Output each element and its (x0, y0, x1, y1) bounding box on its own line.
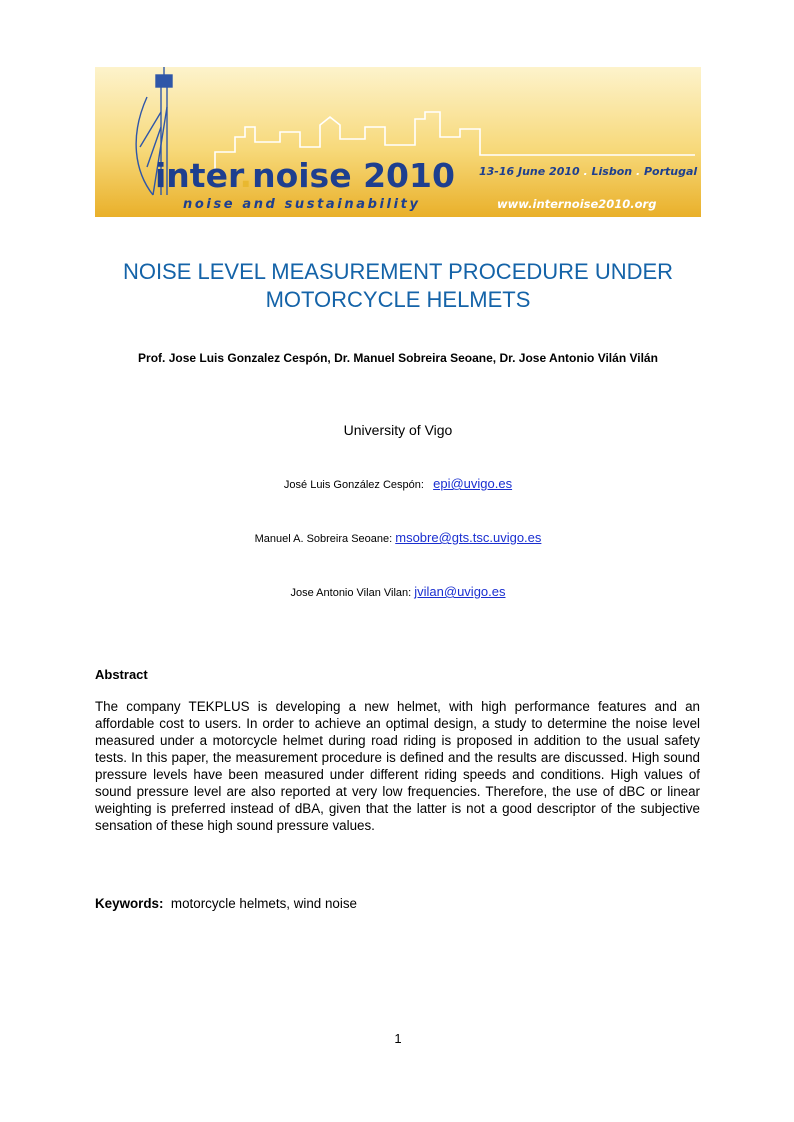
contact-name: Jose Antonio Vilan Vilan: (290, 587, 412, 599)
keywords-label: Keywords: (95, 896, 164, 911)
contact-line (95, 584, 701, 599)
contact-line (95, 530, 701, 545)
logo-inter-text: inter (155, 156, 240, 195)
contact-name: Manuel A. Sobreira Seoane: (254, 533, 393, 545)
paper-title: NOISE LEVEL MEASUREMENT PROCEDURE UNDER MOTORCYCLE HELMETS (122, 259, 674, 312)
banner-url: www.internoise2010.org (497, 197, 657, 211)
contact-line (95, 476, 701, 491)
email-link[interactable]: jvilan@uvigo.es (414, 584, 506, 599)
logo-wordmark: inter.noise 2010 (155, 156, 455, 195)
affiliation: University of Vigo (343, 422, 453, 438)
keywords-text: motorcycle helmets, wind noise (170, 896, 357, 911)
abstract-heading: Abstract (95, 667, 148, 682)
logo-year-text: 2010 (363, 156, 455, 195)
banner-subtitle: noise and sustainability (183, 197, 421, 212)
author-list: Prof. Jose Luis Gonzalez Cespón, Dr. Manuel Sobreira Seoane, Dr. Jose Antonio Vilán Vilán (138, 351, 658, 365)
abstract-body: The company TEKPLUS is developing a new helmet, with high performance features and an affordable cost to users. In order to achieve an optimal design, a study to determine the noise level measured under a motorcycle helmet during road riding is proposed in addition to the usual safety tests. In this paper, the measurement procedure is defined and the results are discussed. High sound pressure levels have been measured under different riding speeds and conditions. High values of sound pressure level are also reported at very low frequencies. Therefore, the use of dBC or linear weighting is preferred instead of dBA, given that the latter is not a good descriptor of the subjective sensation of these high sound pressure values. (95, 699, 700, 833)
contact-name: José Luis González Cespón: (283, 479, 424, 491)
email-link[interactable]: epi@uvigo.es (433, 476, 513, 491)
conference-banner (95, 67, 701, 217)
banner-dates: 13-16 June 2010 . Lisbon . Portugal (479, 165, 698, 178)
logo-noise-text: noise (252, 156, 352, 195)
email-link[interactable]: msobre@gts.tsc.uvigo.es (395, 530, 542, 545)
page-number: 1 (394, 1031, 402, 1046)
keywords-line (95, 896, 357, 911)
